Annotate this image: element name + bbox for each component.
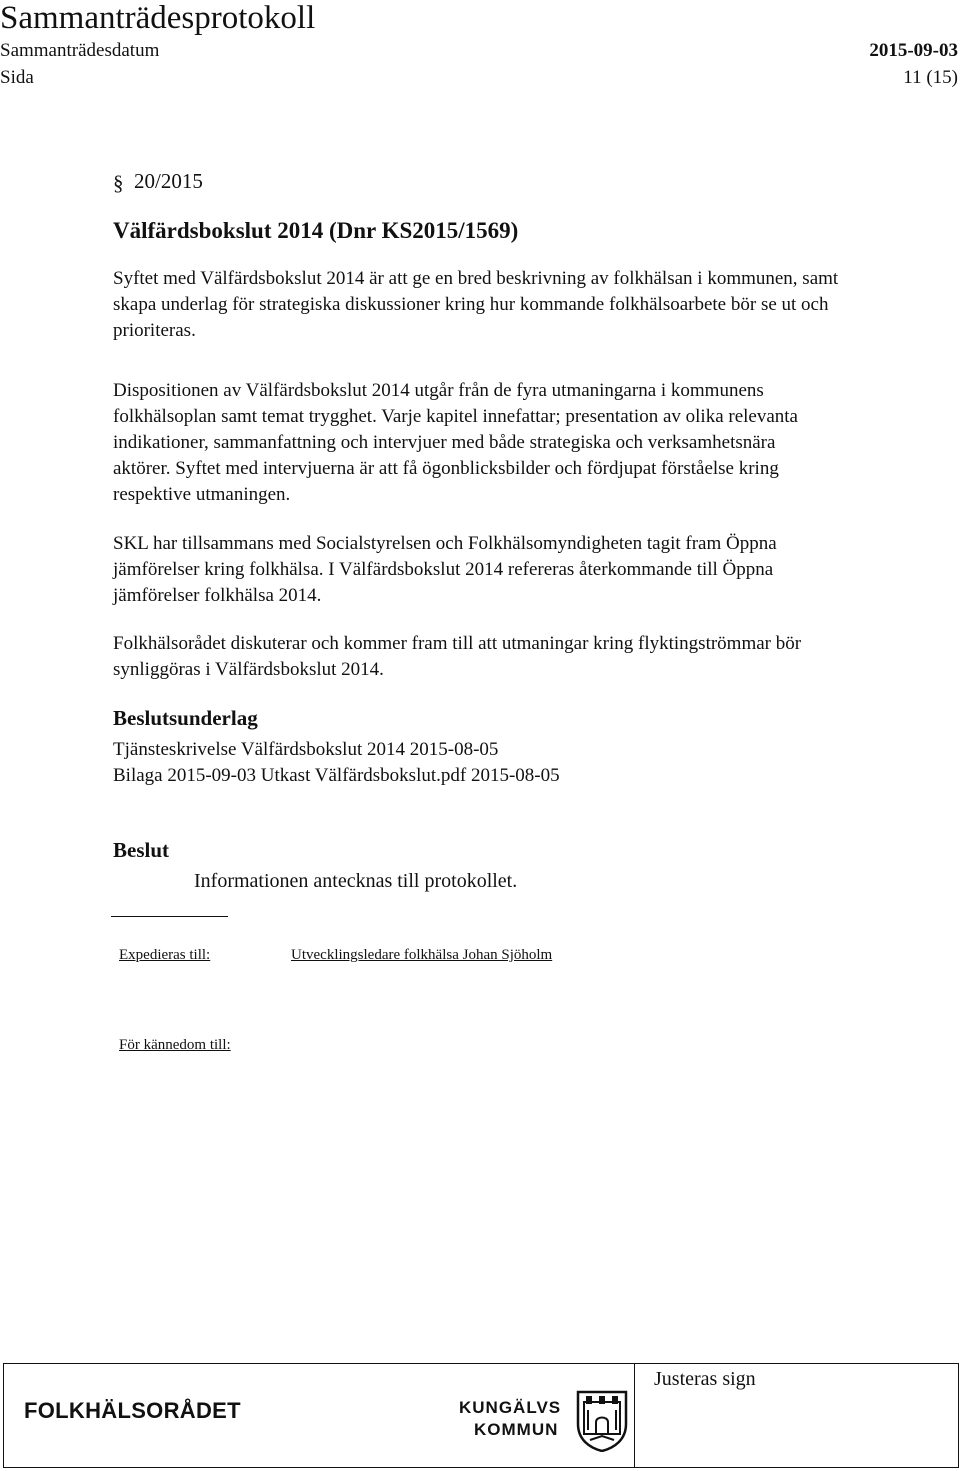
decision-title: Beslut [113,838,170,862]
section-number: 20/2015 [134,169,203,193]
basis-item: Bilaga 2015-09-03 Utkast Välfärdsbokslut.pdf 2015-08-05 [113,765,560,786]
paragraph-symbol: § [113,171,124,195]
text-line: prioriteras. [113,320,196,341]
attest-signature-label: Justeras sign [654,1368,756,1390]
footer-divider [634,1364,635,1467]
coat-of-arms-icon [574,1390,630,1452]
text-line: aktörer. Syftet med intervjuerna är att få ögonblicksbilder och fördjupat förståelse kring [113,458,779,479]
paragraph-disposition [113,378,953,508]
signature-divider [111,916,228,917]
paragraph-purpose [113,266,953,344]
text-line: respektive utmaningen. [113,484,291,505]
committee-name: FOLKHÄLSORÅDET [24,1398,241,1423]
decision-text: Informationen antecknas till protokollet. [194,870,518,892]
text-line: Folkhälsorådet diskuterar och kommer fram till att utmaningar kring flyktingströmmar bör [113,633,802,654]
sent-to-value: Utvecklingsledare folkhälsa Johan Sjöholm [291,947,553,963]
basis-list [113,737,953,789]
text-line: SKL har tillsammans med Socialstyrelsen och Folkhälsomyndigheten tagit fram Öppna [113,533,777,554]
for-information-label: För kännedom till: [119,1037,231,1053]
text-line: folkhälsoplan samt temat trygghet. Varje kapitel innefattar; presentation av olika relevanta [113,406,798,427]
text-line: indikationer, sammanfattning och intervjuer med både strategiska och verksamhetsnära [113,432,776,453]
basis-title: Beslutsunderlag [113,706,258,730]
page-number: 11 (15) [903,67,958,88]
meeting-date-label: Sammanträdesdatum [0,40,160,61]
text-line: Syftet med Välfärdsbokslut 2014 är att ge en bred beskrivning av folkhälsan i kommunen, samt [113,268,839,289]
paragraph-discussion [113,631,953,683]
sent-to-label: Expedieras till: [119,947,211,963]
text-line: Dispositionen av Välfärdsbokslut 2014 utgår från de fyra utmaningarna i kommunens [113,380,764,401]
logo-text-line1: KUNGÄLVS [459,1398,562,1417]
section-heading: Välfärdsbokslut 2014 (Dnr KS2015/1569) [113,218,519,243]
logo-text-line2: KOMMUN [474,1420,559,1439]
text-line: synliggöras i Välfärdsbokslut 2014. [113,659,384,680]
text-line: jämförelser kring folkhälsa. I Välfärdsbokslut 2014 refereras återkommande till Öppna [113,559,774,580]
meeting-date-value: 2015-09-03 [869,40,958,61]
basis-item: Tjänsteskrivelse Välfärdsbokslut 2014 2015-08-05 [113,739,499,760]
document-title: Sammanträdesprotokoll [0,0,316,36]
paragraph-comparisons [113,531,953,609]
text-line: jämförelser folkhälsa 2014. [113,585,322,606]
text-line: skapa underlag för strategiska diskussioner kring hur kommande folkhälsoarbete bör se ut och [113,294,829,315]
footer [3,1363,959,1468]
page-label: Sida [0,67,34,88]
